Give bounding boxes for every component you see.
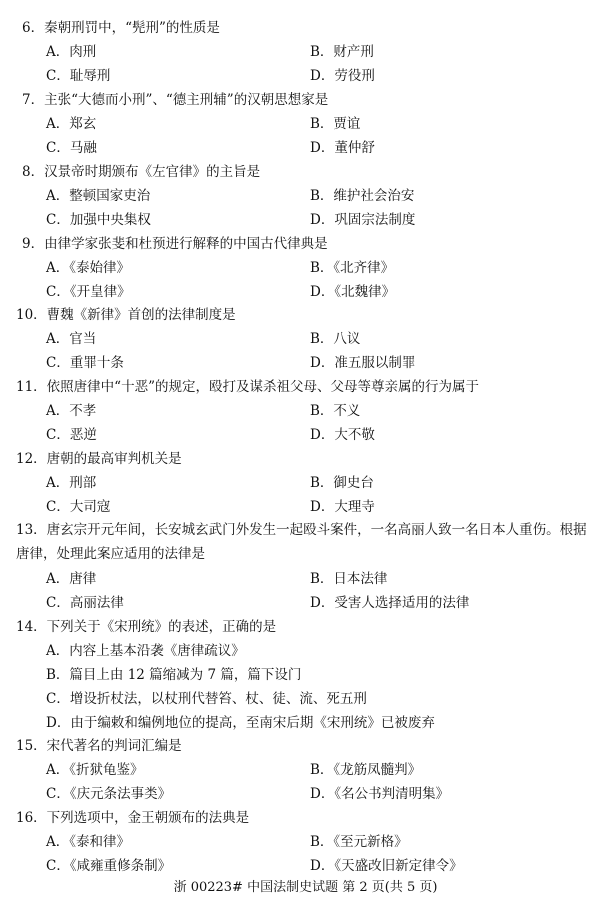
option-6d: D．劳役刑 xyxy=(310,68,375,84)
option-11a: A．不孝 xyxy=(46,403,97,419)
page-footer: 浙 00223# 中国法制史试题 第 2 页(共 5 页) xyxy=(173,880,438,895)
option-10d: D．准五服以制罪 xyxy=(310,355,416,371)
question-12: 12．唐朝的最高审判机关是 xyxy=(16,451,182,467)
option-10c: C．重罪十条 xyxy=(46,355,124,371)
option-7c: C．马融 xyxy=(46,140,97,156)
question-13: 13．唐玄宗开元年间，长安城玄武门外发生一起殴斗案件，一名高丽人致一名日本人重伤。根据唐律，处理此案应适用的法律是 xyxy=(16,522,587,562)
option-13c: C．高丽法律 xyxy=(46,595,124,611)
question-9: 9．由律学家张斐和杜预进行解释的中国古代律典是 xyxy=(22,236,328,252)
option-9b: B．《北齐律》 xyxy=(310,260,395,276)
option-10a: A．官当 xyxy=(46,331,97,347)
option-6c: C．耻辱刑 xyxy=(46,68,111,84)
option-13a: A．唐律 xyxy=(46,571,97,587)
option-15c: C．《庆元条法事类》 xyxy=(46,786,172,802)
question-7: 7．主张“大德而小刑”、“德主刑辅”的汉朝思想家是 xyxy=(22,92,329,108)
option-10b: B．八议 xyxy=(310,331,361,347)
option-14a: A．内容上基本沿袭《唐律疏议》 xyxy=(46,643,245,659)
option-9a: A．《泰始律》 xyxy=(46,260,130,276)
option-16a: A．《泰和律》 xyxy=(46,834,130,850)
option-16c: C．《咸雍重修条制》 xyxy=(46,858,172,874)
question-15: 15．宋代著名的判词汇编是 xyxy=(16,738,182,754)
option-9d: D．《北魏律》 xyxy=(310,284,396,300)
option-14b: B．篇目上由 12 篇缩减为 7 篇，篇下设门 xyxy=(46,667,302,683)
question-8: 8．汉景帝时期颁布《左官律》的主旨是 xyxy=(22,164,261,180)
option-16d: D．《天盛改旧新定律令》 xyxy=(310,858,463,874)
option-8a: A．整顿国家吏治 xyxy=(46,188,151,204)
option-6a: A．肉刑 xyxy=(46,44,97,60)
option-9c: C．《开皇律》 xyxy=(46,284,131,300)
option-11d: D．大不敬 xyxy=(310,427,375,443)
option-14c: C．增设折杖法，以杖刑代替笞、杖、徒、流、死五刑 xyxy=(46,691,367,707)
option-8b: B．维护社会治安 xyxy=(310,188,415,204)
option-7b: B．贾谊 xyxy=(310,116,361,132)
option-11c: C．恶逆 xyxy=(46,427,97,443)
option-7d: D．董仲舒 xyxy=(310,140,375,156)
question-11: 11．依照唐律中“十恶”的规定，殴打及谋杀祖父母、父母等尊亲属的行为属于 xyxy=(16,379,479,395)
option-13b: B．日本法律 xyxy=(310,571,388,587)
option-12b: B．御史台 xyxy=(310,475,374,491)
option-13d: D．受害人选择适用的法律 xyxy=(310,595,470,611)
option-7a: A．郑玄 xyxy=(46,116,97,132)
question-6: 6．秦朝刑罚中，“髡刑”的性质是 xyxy=(22,20,220,36)
option-12d: D．大理寺 xyxy=(310,499,375,515)
option-16b: B．《至元新格》 xyxy=(310,834,408,850)
option-15b: B．《龙筋凤髓判》 xyxy=(310,762,422,778)
option-8d: D．巩固宗法制度 xyxy=(310,212,416,228)
option-15a: A．《折狱龟鉴》 xyxy=(46,762,144,778)
option-12a: A．刑部 xyxy=(46,475,97,491)
question-16: 16．下列选项中，金王朝颁布的法典是 xyxy=(16,810,250,826)
option-12c: C．大司寇 xyxy=(46,499,111,515)
option-14d: D．由于编敕和编例地位的提高，至南宋后期《宋刑统》已被废弃 xyxy=(46,715,435,731)
option-6b: B．财产刑 xyxy=(310,44,374,60)
option-8c: C．加强中央集权 xyxy=(46,212,151,228)
question-14: 14．下列关于《宋刑统》的表述，正确的是 xyxy=(16,619,277,635)
option-11b: B．不义 xyxy=(310,403,361,419)
question-10: 10．曹魏《新律》首创的法律制度是 xyxy=(16,307,236,323)
option-15d: D．《名公书判清明集》 xyxy=(310,786,450,802)
